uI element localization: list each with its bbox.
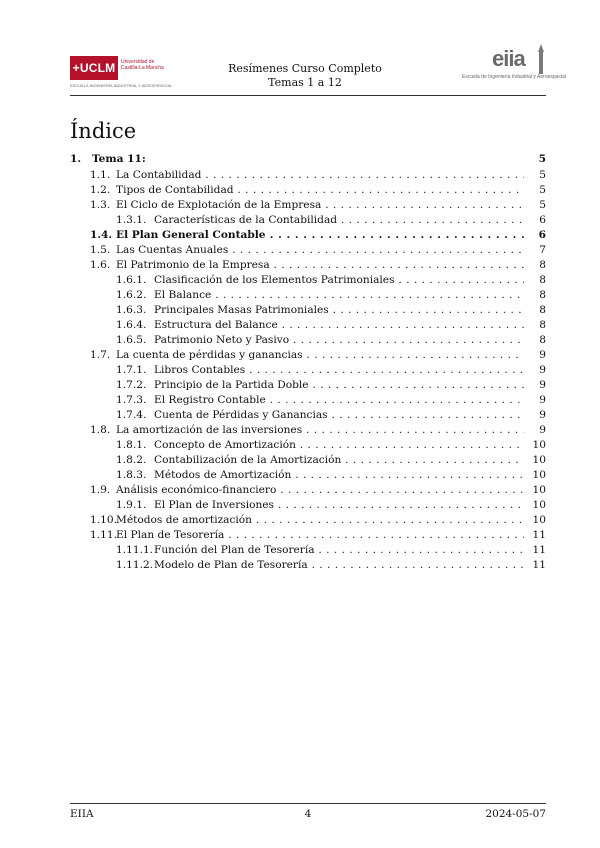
toc-entry[interactable]: [70, 408, 546, 423]
toc-entry-title: Estructura del Balance . . .: [154, 318, 524, 333]
toc-entry-title: La Contabilidad . . .: [116, 168, 524, 183]
toc-entry-title: Patrimonio Neto y Pasivo . . .: [154, 333, 524, 348]
page-footer: [70, 807, 546, 821]
toc-entry-page: 10: [526, 468, 546, 483]
toc-entry-title: La cuenta de pérdidas y ganancias . . .: [116, 348, 524, 363]
toc-entry[interactable]: [70, 228, 546, 243]
toc-entry-title: Cuenta de Pérdidas y Ganancias . . .: [154, 408, 524, 423]
toc-entry-number: 1.7.: [90, 349, 111, 361]
header-line-1: Resímenes Curso Completo: [228, 62, 382, 75]
toc-entry-page: 8: [526, 288, 546, 303]
toc-entry-number: 1.3.: [90, 199, 111, 211]
toc-entry-number: 1.8.2.: [116, 454, 147, 466]
toc-entry-title: Tema 11:: [92, 153, 146, 165]
toc-entry-page: 9: [526, 363, 546, 378]
toc-entry-number: 1.2.: [90, 184, 111, 196]
toc-entry-title: Tipos de Contabilidad . . .: [116, 183, 524, 198]
uclm-logo-mark: +UCLM: [70, 56, 118, 80]
toc-entry[interactable]: [70, 363, 546, 378]
toc-entry-number: 1.6.5.: [116, 334, 147, 346]
toc-entry[interactable]: [70, 453, 546, 468]
toc-entry-title: El Registro Contable . . .: [154, 393, 524, 408]
toc-entry-page: 6: [526, 228, 546, 243]
toc-entry-number: 1.7.3.: [116, 394, 147, 406]
toc-entry-title: Concepto de Amortización . . .: [154, 438, 524, 453]
toc-entry[interactable]: [70, 513, 546, 528]
toc-entry[interactable]: [70, 303, 546, 318]
footer-date: 2024-05-07: [485, 808, 546, 820]
toc-entry-title: Libros Contables . . .: [154, 363, 524, 378]
toc-entry-page: 10: [526, 438, 546, 453]
table-of-contents: [70, 152, 546, 573]
toc-entry-page: 11: [526, 558, 546, 573]
toc-entry[interactable]: [70, 483, 546, 498]
toc-entry-number: 1.4.: [90, 229, 113, 241]
toc-entry-page: 8: [526, 318, 546, 333]
page-title: Índice: [70, 119, 137, 143]
toc-entry-page: 10: [526, 498, 546, 513]
toc-entry-page: 9: [526, 423, 546, 438]
toc-entry[interactable]: [70, 273, 546, 288]
toc-entry[interactable]: [70, 152, 546, 167]
toc-entry-number: 1.9.: [90, 484, 111, 496]
eiia-logo: [462, 44, 566, 86]
toc-entry-number: 1.11.: [90, 529, 117, 541]
toc-entry-page: 8: [526, 258, 546, 273]
toc-entry[interactable]: [70, 168, 546, 183]
toc-entry-page: 9: [526, 393, 546, 408]
toc-entry-title: Función del Plan de Tesorería . . .: [154, 543, 524, 558]
toc-entry[interactable]: [70, 438, 546, 453]
toc-entry-number: 1.6.3.: [116, 304, 147, 316]
toc-entry-title: Modelo de Plan de Tesorería . . .: [154, 558, 524, 573]
toc-entry-title: El Balance . . .: [154, 288, 524, 303]
toc-entry-page: 11: [526, 543, 546, 558]
toc-entry-page: 8: [526, 273, 546, 288]
toc-entry[interactable]: [70, 378, 546, 393]
toc-entry-page: 8: [526, 303, 546, 318]
toc-entry[interactable]: [70, 318, 546, 333]
toc-entry[interactable]: [70, 243, 546, 258]
toc-entry-number: 1.: [70, 153, 82, 165]
toc-entry-number: 1.7.4.: [116, 409, 147, 421]
header-rule: [70, 95, 546, 96]
toc-entry[interactable]: [70, 498, 546, 513]
toc-entry[interactable]: [70, 198, 546, 213]
toc-entry-number: 1.6.: [90, 259, 111, 271]
toc-entry[interactable]: [70, 528, 546, 543]
toc-entry-page: 10: [526, 513, 546, 528]
toc-entry-title: Principales Masas Patrimoniales . . .: [154, 303, 524, 318]
toc-entry-title: Contabilización de la Amortización . . .: [154, 453, 524, 468]
toc-entry-number: 1.6.2.: [116, 289, 147, 301]
uclm-logo: [70, 50, 173, 88]
toc-entry-number: 1.7.1.: [116, 364, 147, 376]
toc-entry-title: Características de la Contabilidad . . .: [154, 213, 524, 228]
toc-entry[interactable]: [70, 348, 546, 363]
toc-entry-title: Principio de la Partida Doble . . .: [154, 378, 524, 393]
header-line-2: Temas 1 a 12: [268, 76, 342, 89]
eiia-logo-subtitle: Escuela de Ingeniería Industrial y Aeroespacial: [462, 74, 566, 80]
toc-entry[interactable]: [70, 183, 546, 198]
footer-rule: [70, 803, 546, 804]
toc-entry-page: 8: [526, 333, 546, 348]
toc-entry-number: 1.7.2.: [116, 379, 147, 391]
toc-entry-page: 5: [526, 183, 546, 198]
toc-entry-page: 5: [526, 168, 546, 183]
toc-entry-number: 1.1.: [90, 169, 111, 181]
toc-entry-title: Análisis económico-financiero . . .: [116, 483, 524, 498]
toc-entry[interactable]: [70, 393, 546, 408]
toc-entry-title: El Ciclo de Explotación de la Empresa . . .: [116, 198, 524, 213]
toc-entry-title: El Patrimonio de la Empresa . . .: [116, 258, 524, 273]
toc-entry[interactable]: [70, 423, 546, 438]
toc-entry-page: 11: [526, 528, 546, 543]
toc-entry-number: 1.6.4.: [116, 319, 147, 331]
uclm-logo-subtitle: ESCUELA INGENIERÍA INDUSTRIAL Y AEROESPACIAL: [70, 83, 173, 88]
toc-entry-number: 1.5.: [90, 244, 111, 256]
toc-entry[interactable]: [70, 558, 546, 573]
toc-entry-number: 1.10.: [90, 514, 117, 526]
toc-entry[interactable]: [70, 213, 546, 228]
toc-entry-page: 9: [526, 348, 546, 363]
footer-left: EIIA: [70, 808, 94, 820]
toc-entry-number: 1.8.3.: [116, 469, 147, 481]
toc-entry-title: Métodos de Amortización . . .: [154, 468, 524, 483]
eiia-logo-mark: eiia: [492, 46, 525, 71]
toc-entry[interactable]: [70, 258, 546, 273]
toc-entry-page: 7: [526, 243, 546, 258]
toc-entry[interactable]: [70, 333, 546, 348]
toc-entry-title: La amortización de las inversiones . . .: [116, 423, 524, 438]
toc-entry-number: 1.6.1.: [116, 274, 147, 286]
toc-entry-number: 1.9.1.: [116, 499, 147, 511]
toc-entry-number: 1.11.2.: [116, 559, 154, 571]
toc-entry-number: 1.3.1.: [116, 214, 147, 226]
toc-entry-title: Clasificación de los Elementos Patrimoniales . . .: [154, 273, 524, 288]
toc-entry-page: 5: [526, 198, 546, 213]
toc-entry-page: 9: [526, 408, 546, 423]
toc-entry-number: 1.8.: [90, 424, 111, 436]
toc-entry-title: Métodos de amortización . . .: [116, 513, 524, 528]
uclm-logo-text: Universidad de Castilla-La Mancha: [121, 59, 164, 71]
toc-entry-page: 10: [526, 453, 546, 468]
toc-entry-number: 1.11.1.: [116, 544, 154, 556]
toc-entry-title: El Plan General Contable . . .: [116, 228, 524, 243]
toc-entry-title: Las Cuentas Anuales . . .: [116, 243, 524, 258]
toc-entry-page: 6: [526, 213, 546, 228]
page-header: [70, 44, 566, 92]
toc-entry[interactable]: [70, 288, 546, 303]
toc-entry[interactable]: [70, 468, 546, 483]
toc-entry-page: 9: [526, 378, 546, 393]
toc-entry-page: 10: [526, 483, 546, 498]
page-number: 4: [304, 808, 312, 820]
toc-entry-number: 1.8.1.: [116, 439, 147, 451]
toc-entry[interactable]: [70, 543, 546, 558]
toc-entry-title: El Plan de Inversiones . . .: [154, 498, 524, 513]
tower-icon: [536, 44, 546, 74]
header-title: [205, 62, 405, 90]
toc-entry-page: 5: [526, 152, 546, 167]
toc-entry-title: El Plan de Tesorería . . .: [116, 528, 524, 543]
